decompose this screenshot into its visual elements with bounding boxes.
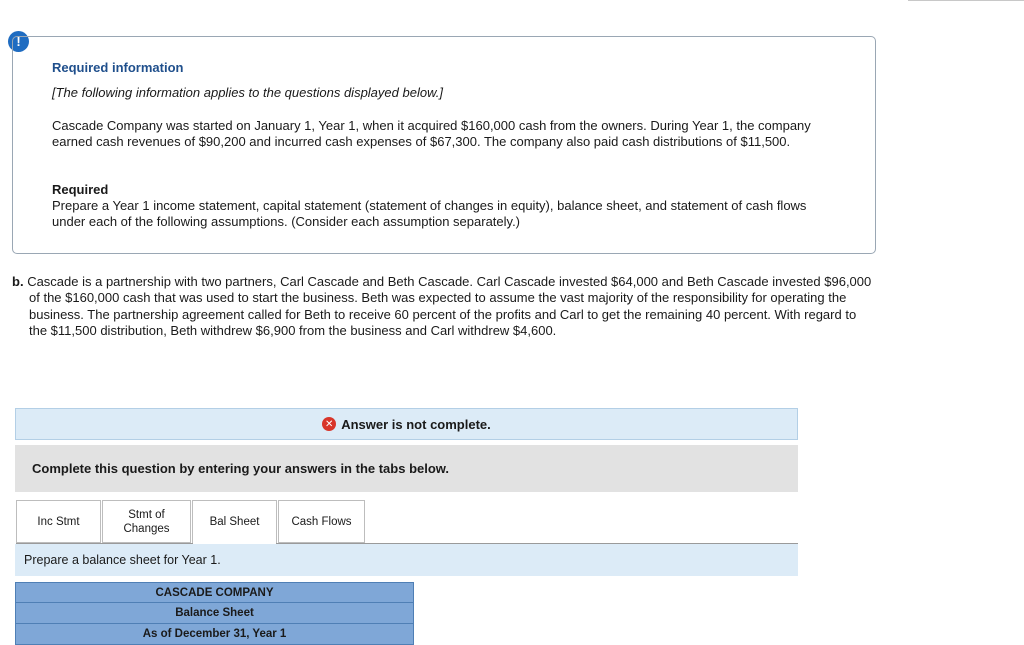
- tab-cash-flows[interactable]: Cash Flows: [278, 500, 365, 543]
- error-x-icon: ✕: [322, 417, 336, 431]
- answer-status-text: Answer is not complete.: [341, 416, 491, 432]
- tab-inc-stmt[interactable]: Inc Stmt: [16, 500, 101, 543]
- exclamation-icon: !: [8, 31, 29, 52]
- instruction-bar: [15, 544, 798, 576]
- complete-prompt-text: Complete this question by entering your answers in the tabs below.: [32, 461, 450, 476]
- balance-sheet-header: [15, 582, 414, 645]
- required-information-box: [12, 36, 876, 254]
- answer-status-banner: [15, 408, 798, 440]
- complete-prompt-bar: [15, 445, 798, 492]
- statement-date: As of December 31, Year 1: [15, 624, 414, 645]
- required-text: Prepare a Year 1 income statement, capital statement (statement of changes in equity), balance sheet, and statement of cash flows under each of the following assumptions. (Consider each assumption separately.): [52, 198, 807, 229]
- info-title: Required information: [52, 60, 184, 75]
- top-right-divider: [908, 0, 1024, 1]
- part-b-text: Cascade is a partnership with two partners, Carl Cascade and Beth Cascade. Carl Cascade invested $64,000 and Beth Cascade invested $96,000 of the $160,000 cash that was used to start the business. Beth was expected to assume the vast majority of the responsibility for operating the business. The partnership agreement called for Beth to receive 60 percent of the profits and Carl to get the remaining 40 percent. With regard to the $11,500 distribution, Beth withdrew $6,900 from the business and Carl withdrew $4,600.: [27, 274, 872, 339]
- info-note: [The following information applies to the questions displayed below.]: [52, 85, 443, 100]
- tab-bal-sheet[interactable]: Bal Sheet: [192, 500, 277, 544]
- company-name: CASCADE COMPANY: [15, 582, 414, 603]
- required-title: Required: [52, 182, 109, 197]
- part-b-question: [12, 274, 877, 340]
- info-paragraph: Cascade Company was started on January 1, Year 1, when it acquired $160,000 cash from the owners. During Year 1, the company earned cash revenues of $90,200 and incurred cash expenses of $67,300. The company also paid cash distributions of $11,500.: [52, 118, 811, 149]
- statement-title: Balance Sheet: [15, 603, 414, 624]
- instruction-text: Prepare a balance sheet for Year 1.: [24, 553, 221, 567]
- tab-stmt-of-changes[interactable]: Stmt of Changes: [102, 500, 191, 543]
- part-b-label: b.: [12, 274, 24, 289]
